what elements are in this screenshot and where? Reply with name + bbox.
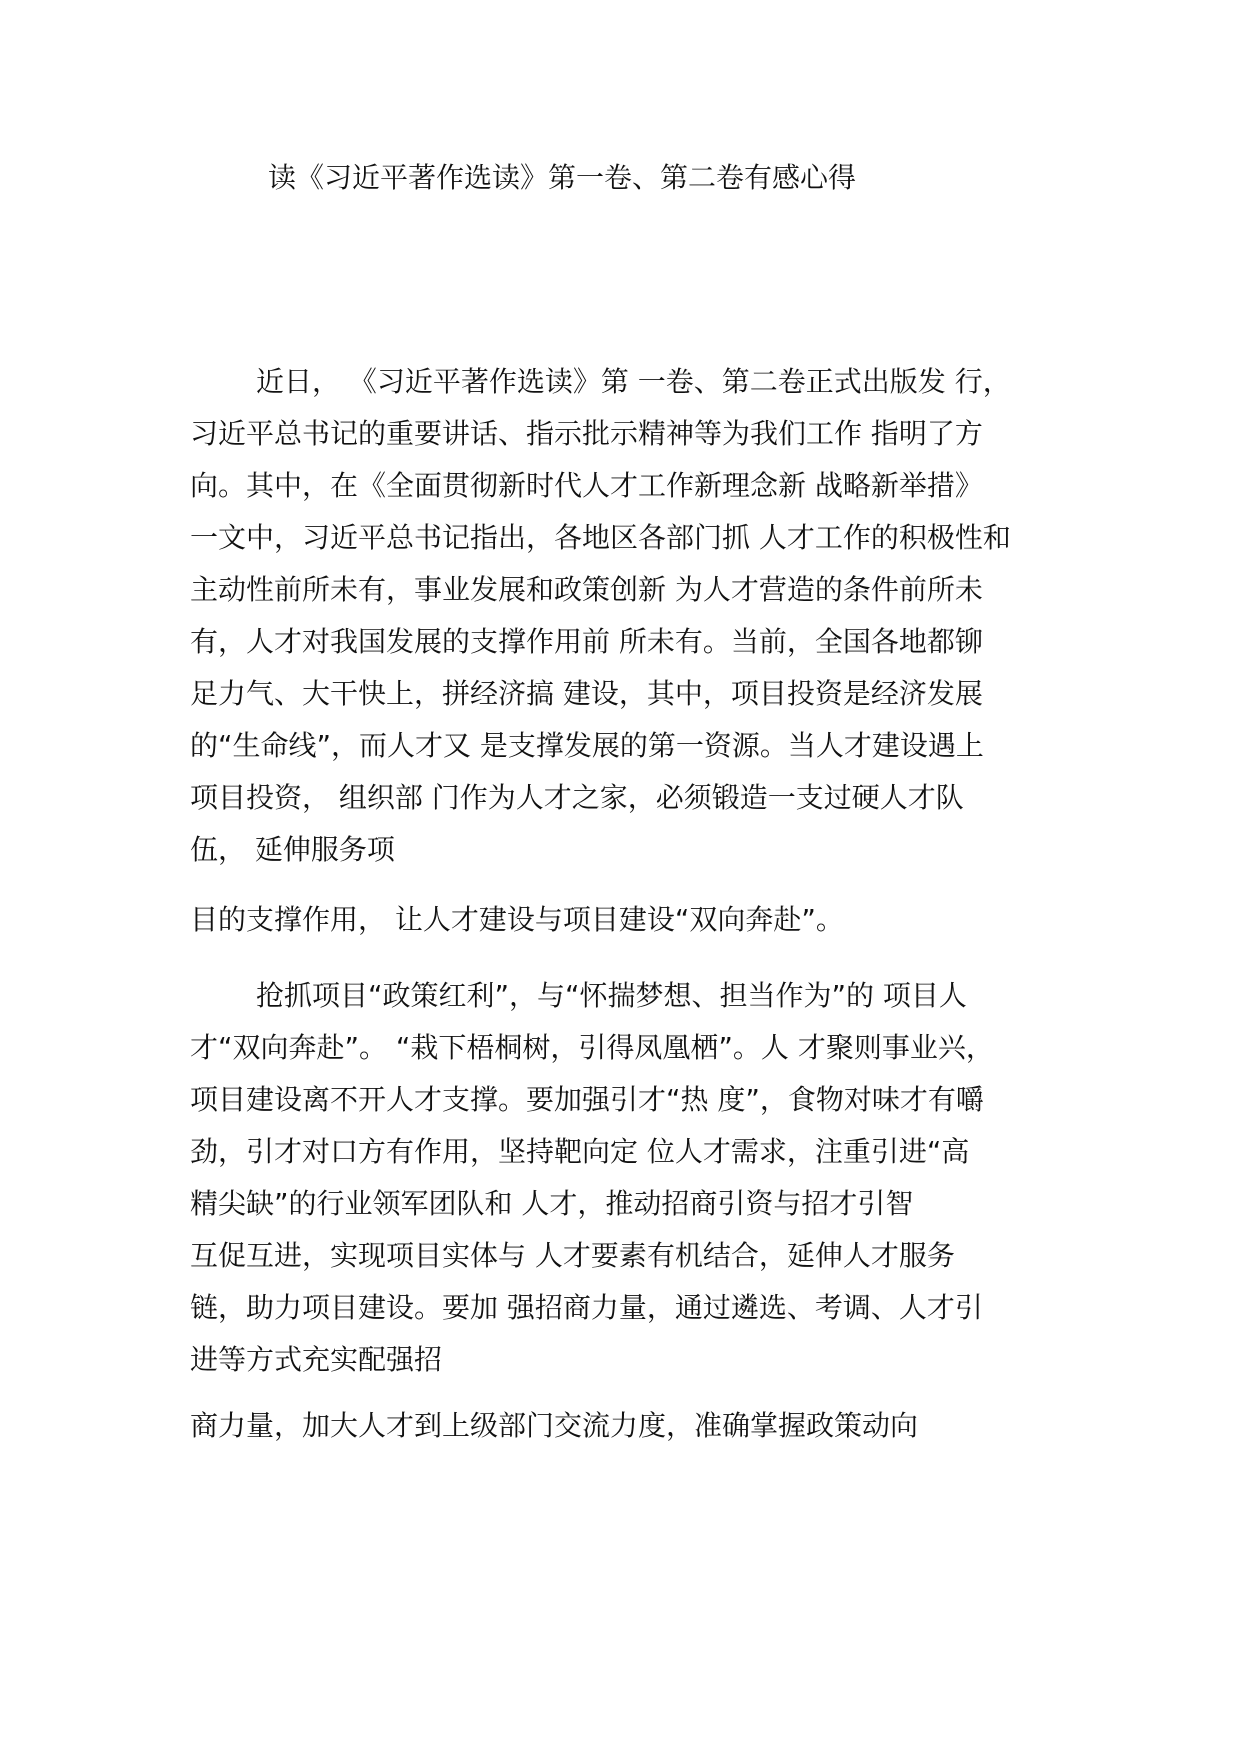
text-line: 目的支撑作用， 让人才建设与项目建设“双向奔赴”。 xyxy=(190,903,844,936)
document-title: 读《习近平著作选读》第一卷、第二卷有感心得 xyxy=(268,161,857,194)
text-line: 习近平总书记的重要讲话、指示批示精神等为我们工作 指明了方 xyxy=(190,417,983,450)
text-line: 足力气、大干快上，拼经济搞 建设，其中，项目投资是经济发展 xyxy=(190,677,983,710)
text-line: 一文中，习近平总书记指出，各地区各部门抓 人才工作的积极性和 xyxy=(190,521,1011,554)
paragraph-1 xyxy=(190,356,1070,876)
paragraph-2 xyxy=(190,894,1070,946)
paragraph-4 xyxy=(190,1400,1070,1452)
text-line: 链，助力项目建设。要加 强招商力量，通过遴选、考调、人才引 xyxy=(190,1291,983,1324)
text-line: 有，人才对我国发展的支撑作用前 所未有。当前，全国各地都铆 xyxy=(190,625,983,658)
text-line: 项目投资， 组织部 门作为人才之家，必须锻造一支过硬人才队 xyxy=(190,781,964,814)
text-line: 互促互进，实现项目实体与 人才要素有机结合，延伸人才服务 xyxy=(190,1239,955,1272)
text-line: 精尖缺”的行业领军团队和 人才，推动招商引资与招才引智 xyxy=(190,1187,914,1220)
text-line: 向。其中，在《全面贯彻新时代人才工作新理念新 战略新举措》 xyxy=(190,469,983,502)
text-line: 主动性前所未有，事业发展和政策创新 为人才营造的条件前所未 xyxy=(190,573,983,606)
text-line: 项目建设离不开人才支撑。要加强引才“热 度”，食物对味才有嚼 xyxy=(190,1083,984,1116)
paragraph-3 xyxy=(190,970,1070,1386)
text-line: 进等方式充实配强招 xyxy=(190,1343,443,1376)
text-line: 才“双向奔赴”。 “栽下梧桐树，引得凤凰栖”。人 才聚则事业兴， xyxy=(190,1031,994,1064)
text-line: 的“生命线”，而人才又 是支撑发展的第一资源。当人才建设遇上 xyxy=(190,729,984,762)
text-line: 近日， 《习近平著作选读》第 一卷、第二卷正式出版发 行， xyxy=(256,365,1011,398)
text-line: 劲，引才对口方有作用，坚持靶向定 位人才需求，注重引进“高 xyxy=(190,1135,970,1168)
text-line: 伍， 延伸服务项 xyxy=(190,833,395,866)
text-line: 抢抓项目“政策红利”，与“怀揣梦想、担当作为”的 项目人 xyxy=(256,979,967,1012)
text-line: 商力量，加大人才到上级部门交流力度，准确掌握政策动向 xyxy=(190,1409,919,1442)
